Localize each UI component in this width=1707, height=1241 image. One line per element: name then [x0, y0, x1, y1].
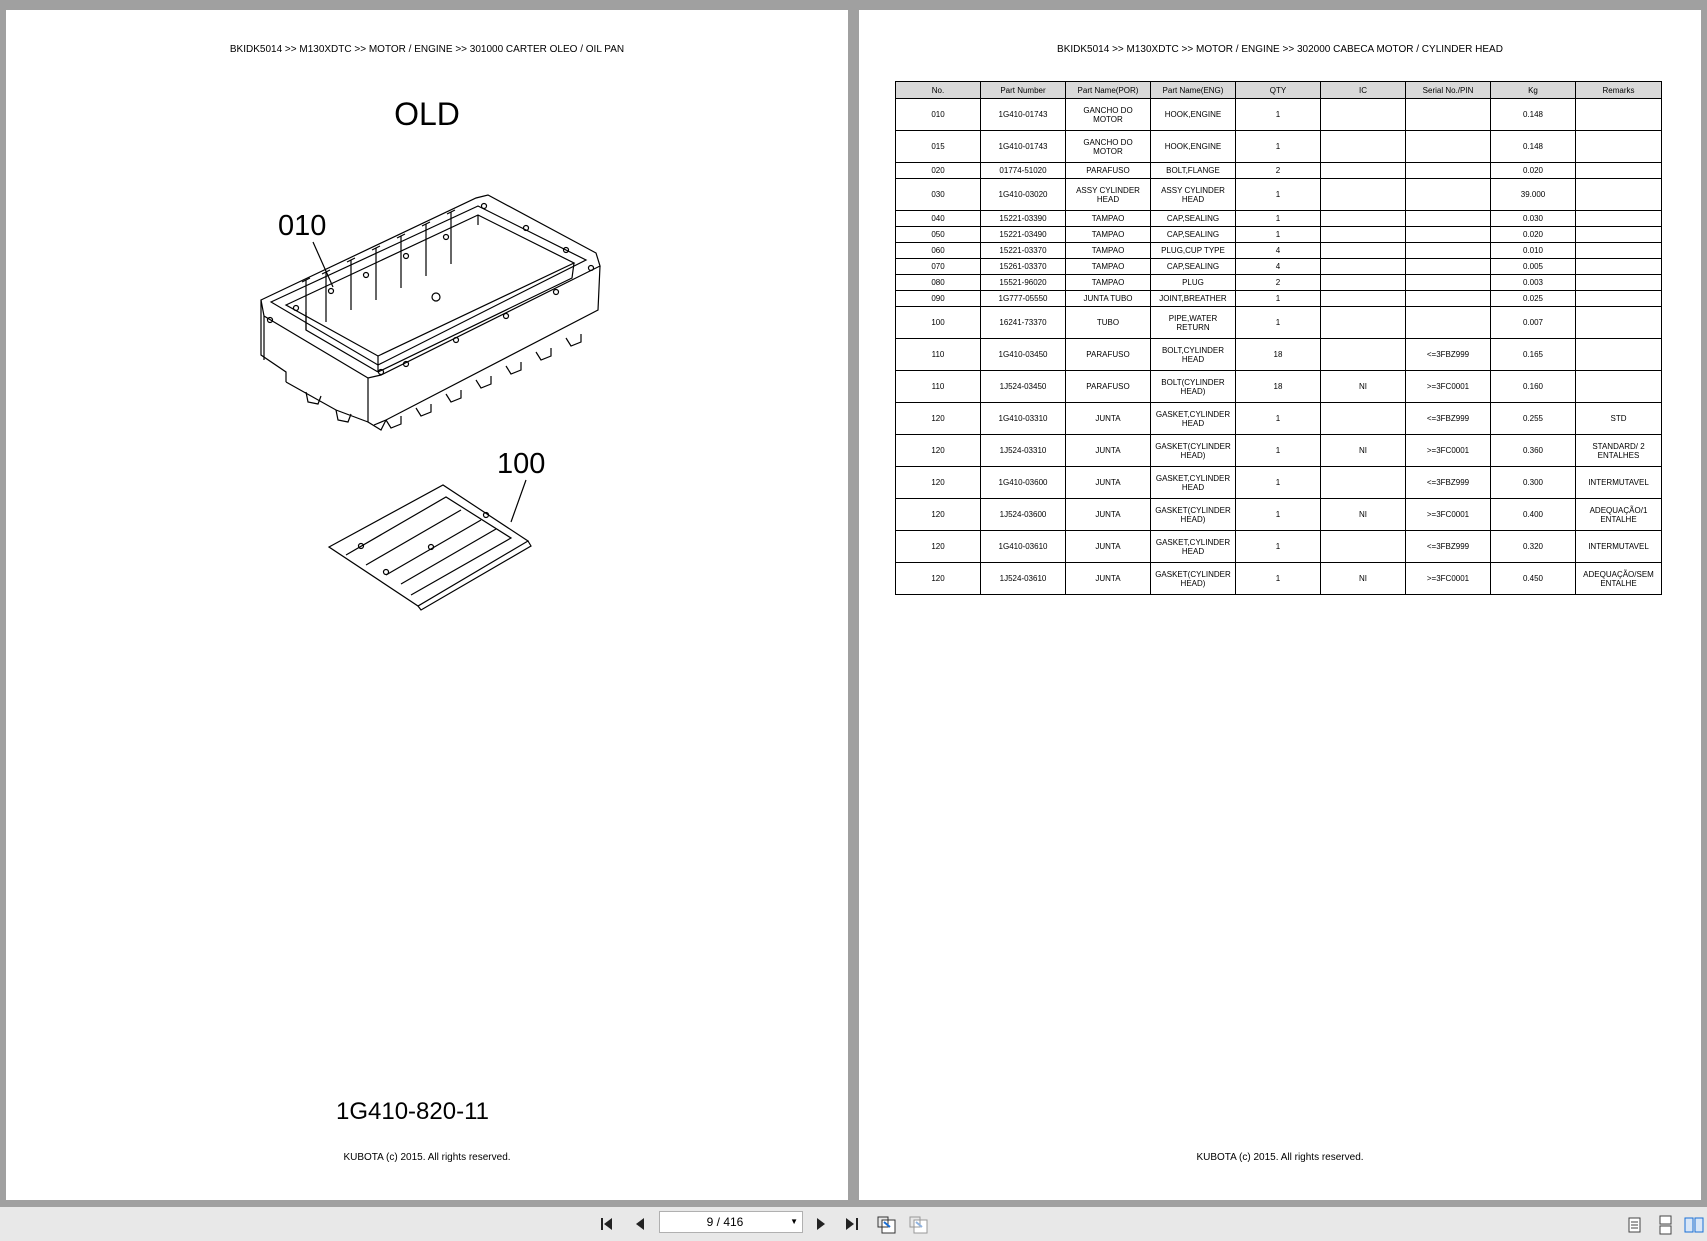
table-cell-no: 100 — [896, 307, 981, 339]
table-cell-part: 1G410-03600 — [981, 467, 1066, 499]
table-cell-part: 1J524-03610 — [981, 563, 1066, 595]
table-cell-part: 1J524-03450 — [981, 371, 1066, 403]
table-cell-kg: 0.005 — [1491, 259, 1576, 275]
table-row — [896, 259, 1662, 275]
chevron-down-icon[interactable]: ▼ — [790, 1217, 798, 1226]
right-document-page — [859, 10, 1701, 1200]
callout-100: 100 — [497, 448, 546, 480]
table-cell-qty: 1 — [1236, 435, 1321, 467]
table-cell-eng: GASKET(CYLINDER HEAD) — [1151, 435, 1236, 467]
table-cell-eng: HOOK,ENGINE — [1151, 131, 1236, 163]
table-cell-kg: 0.450 — [1491, 563, 1576, 595]
table-cell-qty: 2 — [1236, 163, 1321, 179]
table-cell-serial — [1406, 259, 1491, 275]
oil-pan-illustration — [261, 195, 600, 610]
table-cell-por: JUNTA — [1066, 531, 1151, 563]
table-cell-kg: 0.148 — [1491, 99, 1576, 131]
last-page-icon — [843, 1215, 863, 1233]
callout-010: 010 — [278, 210, 327, 242]
table-cell-ic — [1321, 243, 1406, 259]
table-cell-qty: 18 — [1236, 339, 1321, 371]
table-cell-part: 15221-03390 — [981, 211, 1066, 227]
continuous-view-button[interactable] — [1656, 1215, 1676, 1233]
table-cell-remarks: INTERMUTAVEL — [1576, 467, 1662, 499]
table-cell-por: JUNTA TUBO — [1066, 291, 1151, 307]
rotate-back-button[interactable] — [908, 1215, 928, 1233]
table-cell-por: JUNTA — [1066, 499, 1151, 531]
table-cell-qty: 1 — [1236, 211, 1321, 227]
table-cell-qty: 4 — [1236, 259, 1321, 275]
table-cell-eng: GASKET,CYLINDER HEAD — [1151, 467, 1236, 499]
table-cell-no: 120 — [896, 403, 981, 435]
table-cell-no: 020 — [896, 163, 981, 179]
table-cell-part: 15261-03370 — [981, 259, 1066, 275]
table-cell-part: 01774-51020 — [981, 163, 1066, 179]
table-cell-ic — [1321, 131, 1406, 163]
table-cell-eng: GASKET,CYLINDER HEAD — [1151, 531, 1236, 563]
table-cell-kg: 0.010 — [1491, 243, 1576, 259]
table-cell-part: 1J524-03600 — [981, 499, 1066, 531]
table-cell-eng: GASKET(CYLINDER HEAD) — [1151, 563, 1236, 595]
table-cell-remarks — [1576, 211, 1662, 227]
table-row — [896, 307, 1662, 339]
table-cell-kg: 0.020 — [1491, 163, 1576, 179]
table-cell-kg: 0.300 — [1491, 467, 1576, 499]
table-cell-por: JUNTA — [1066, 435, 1151, 467]
old-label: OLD — [394, 96, 460, 132]
table-cell-qty: 1 — [1236, 467, 1321, 499]
table-cell-por: TUBO — [1066, 307, 1151, 339]
table-cell-serial — [1406, 227, 1491, 243]
table-cell-ic — [1321, 403, 1406, 435]
table-row — [896, 499, 1662, 531]
table-cell-remarks: STD — [1576, 403, 1662, 435]
table-cell-part: 15221-03490 — [981, 227, 1066, 243]
page-breadcrumb: BKIDK5014 >> M130XDTC >> MOTOR / ENGINE >> 301000 CARTER OLEO / OIL PAN — [229, 44, 625, 55]
table-cell-por: TAMPAO — [1066, 211, 1151, 227]
table-cell-remarks: INTERMUTAVEL — [1576, 531, 1662, 563]
table-cell-ic — [1321, 339, 1406, 371]
table-cell-no: 110 — [896, 371, 981, 403]
table-cell-eng: PIPE,WATER RETURN — [1151, 307, 1236, 339]
table-cell-ic — [1321, 307, 1406, 339]
table-cell-qty: 1 — [1236, 563, 1321, 595]
table-cell-remarks — [1576, 307, 1662, 339]
table-cell-remarks: ADEQUAÇÃO/1 ENTALHE — [1576, 499, 1662, 531]
next-page-button[interactable] — [812, 1215, 832, 1233]
table-cell-ic — [1321, 163, 1406, 179]
table-cell-no: 120 — [896, 531, 981, 563]
table-cell-eng: JOINT,BREATHER — [1151, 291, 1236, 307]
table-row — [896, 275, 1662, 291]
table-cell-qty: 1 — [1236, 99, 1321, 131]
column-header: Serial No./PIN — [1406, 82, 1491, 99]
two-page-view-button[interactable] — [1684, 1215, 1704, 1233]
table-cell-remarks: STANDARD/ 2 ENTALHES — [1576, 435, 1662, 467]
table-cell-no: 120 — [896, 499, 981, 531]
column-header: No. — [896, 82, 981, 99]
table-cell-kg: 0.255 — [1491, 403, 1576, 435]
table-cell-kg: 0.160 — [1491, 371, 1576, 403]
table-cell-por: JUNTA — [1066, 403, 1151, 435]
table-cell-serial — [1406, 179, 1491, 211]
table-cell-part: 1G410-01743 — [981, 131, 1066, 163]
table-row — [896, 131, 1662, 163]
table-cell-qty: 2 — [1236, 275, 1321, 291]
prev-page-icon — [631, 1215, 651, 1233]
table-row — [896, 531, 1662, 563]
table-cell-kg: 0.020 — [1491, 227, 1576, 243]
table-cell-serial — [1406, 291, 1491, 307]
left-document-page — [6, 10, 848, 1200]
table-row — [896, 291, 1662, 307]
rotate-back-icon — [908, 1215, 930, 1235]
column-header: Kg — [1491, 82, 1576, 99]
table-cell-remarks — [1576, 339, 1662, 371]
table-row — [896, 99, 1662, 131]
table-cell-por: PARAFUSO — [1066, 163, 1151, 179]
table-cell-remarks: ADEQUAÇÃO/SEM ENTALHE — [1576, 563, 1662, 595]
table-cell-kg: 0.360 — [1491, 435, 1576, 467]
table-cell-ic — [1321, 467, 1406, 499]
table-cell-serial: >=3FC0001 — [1406, 371, 1491, 403]
table-cell-no: 010 — [896, 99, 981, 131]
table-cell-serial: >=3FC0001 — [1406, 499, 1491, 531]
table-cell-part: 16241-73370 — [981, 307, 1066, 339]
page-footer: KUBOTA (c) 2015. All rights reserved. — [343, 1152, 511, 1163]
table-row — [896, 563, 1662, 595]
drawing-code: 1G410-820-11 — [336, 1098, 489, 1125]
table-cell-eng: BOLT,CYLINDER HEAD — [1151, 339, 1236, 371]
table-cell-no: 090 — [896, 291, 981, 307]
table-cell-no: 050 — [896, 227, 981, 243]
table-cell-eng: CAP,SEALING — [1151, 259, 1236, 275]
table-cell-remarks — [1576, 163, 1662, 179]
table-cell-eng: BOLT(CYLINDER HEAD) — [1151, 371, 1236, 403]
table-cell-ic — [1321, 259, 1406, 275]
single-page-icon — [1625, 1215, 1645, 1235]
continuous-icon — [1656, 1215, 1676, 1235]
table-cell-qty: 1 — [1236, 499, 1321, 531]
table-row — [896, 163, 1662, 179]
table-cell-serial — [1406, 211, 1491, 227]
table-row — [896, 227, 1662, 243]
table-cell-kg: 0.320 — [1491, 531, 1576, 563]
table-cell-qty: 4 — [1236, 243, 1321, 259]
table-cell-ic: NI — [1321, 435, 1406, 467]
table-cell-no: 120 — [896, 435, 981, 467]
table-cell-por: TAMPAO — [1066, 275, 1151, 291]
table-cell-eng: GASKET,CYLINDER HEAD — [1151, 403, 1236, 435]
first-page-icon — [599, 1215, 619, 1233]
table-cell-remarks — [1576, 227, 1662, 243]
table-cell-serial — [1406, 243, 1491, 259]
table-cell-ic — [1321, 291, 1406, 307]
table-cell-eng: BOLT,FLANGE — [1151, 163, 1236, 179]
table-cell-por: GANCHO DO MOTOR — [1066, 131, 1151, 163]
table-cell-qty: 1 — [1236, 307, 1321, 339]
column-header: Part Name(ENG) — [1151, 82, 1236, 99]
table-cell-por: GANCHO DO MOTOR — [1066, 99, 1151, 131]
table-cell-serial: <=3FBZ999 — [1406, 467, 1491, 499]
table-cell-part: 1G410-03610 — [981, 531, 1066, 563]
table-cell-ic: NI — [1321, 499, 1406, 531]
table-cell-por: JUNTA — [1066, 563, 1151, 595]
prev-page-button[interactable] — [631, 1215, 651, 1233]
table-cell-remarks — [1576, 291, 1662, 307]
table-cell-serial: >=3FC0001 — [1406, 563, 1491, 595]
table-cell-part: 15221-03370 — [981, 243, 1066, 259]
table-cell-por: TAMPAO — [1066, 227, 1151, 243]
table-cell-serial — [1406, 307, 1491, 339]
table-cell-eng: HOOK,ENGINE — [1151, 99, 1236, 131]
table-cell-qty: 18 — [1236, 371, 1321, 403]
table-cell-kg: 0.400 — [1491, 499, 1576, 531]
table-cell-remarks — [1576, 243, 1662, 259]
table-cell-kg: 0.003 — [1491, 275, 1576, 291]
table-header-row — [896, 82, 1662, 99]
table-cell-kg: 0.030 — [1491, 211, 1576, 227]
table-cell-eng: GASKET(CYLINDER HEAD) — [1151, 499, 1236, 531]
table-cell-ic — [1321, 211, 1406, 227]
table-cell-kg: 39.000 — [1491, 179, 1576, 211]
column-header: Part Name(POR) — [1066, 82, 1151, 99]
table-row — [896, 179, 1662, 211]
table-cell-eng: CAP,SEALING — [1151, 227, 1236, 243]
page-indicator: 9 / 416 — [706, 1215, 744, 1229]
table-cell-remarks — [1576, 131, 1662, 163]
table-cell-no: 015 — [896, 131, 981, 163]
table-cell-por: PARAFUSO — [1066, 371, 1151, 403]
table-cell-part: 15521-96020 — [981, 275, 1066, 291]
table-cell-remarks — [1576, 259, 1662, 275]
table-cell-ic — [1321, 99, 1406, 131]
parts-table — [895, 81, 1662, 595]
first-page-button[interactable] — [599, 1215, 619, 1233]
table-row — [896, 435, 1662, 467]
table-cell-kg: 0.165 — [1491, 339, 1576, 371]
table-cell-remarks — [1576, 275, 1662, 291]
table-cell-qty: 1 — [1236, 179, 1321, 211]
table-cell-no: 080 — [896, 275, 981, 291]
table-cell-ic — [1321, 275, 1406, 291]
table-cell-remarks — [1576, 179, 1662, 211]
table-cell-no: 120 — [896, 467, 981, 499]
table-cell-kg: 0.007 — [1491, 307, 1576, 339]
table-cell-kg: 0.148 — [1491, 131, 1576, 163]
two-page-icon — [1684, 1215, 1704, 1235]
table-cell-por: PARAFUSO — [1066, 339, 1151, 371]
table-cell-eng: CAP,SEALING — [1151, 211, 1236, 227]
last-page-button[interactable] — [843, 1215, 863, 1233]
table-cell-qty: 1 — [1236, 291, 1321, 307]
table-cell-part: 1G777-05550 — [981, 291, 1066, 307]
table-row — [896, 211, 1662, 227]
column-header: Part Number — [981, 82, 1066, 99]
table-cell-serial — [1406, 131, 1491, 163]
viewer-toolbar — [0, 1207, 1707, 1241]
table-cell-qty: 1 — [1236, 227, 1321, 243]
table-cell-serial: >=3FC0001 — [1406, 435, 1491, 467]
table-cell-no: 110 — [896, 339, 981, 371]
table-row — [896, 403, 1662, 435]
table-cell-part: 1G410-03450 — [981, 339, 1066, 371]
page-footer: KUBOTA (c) 2015. All rights reserved. — [1196, 1152, 1364, 1163]
table-cell-kg: 0.025 — [1491, 291, 1576, 307]
table-cell-ic: NI — [1321, 563, 1406, 595]
table-cell-ic: NI — [1321, 371, 1406, 403]
column-header: IC — [1321, 82, 1406, 99]
next-page-icon — [812, 1215, 832, 1233]
table-row — [896, 467, 1662, 499]
table-cell-part: 1G410-03020 — [981, 179, 1066, 211]
table-cell-serial: <=3FBZ999 — [1406, 339, 1491, 371]
table-cell-part: 1G410-03310 — [981, 403, 1066, 435]
table-cell-ic — [1321, 531, 1406, 563]
table-cell-remarks — [1576, 371, 1662, 403]
table-row — [896, 339, 1662, 371]
page-breadcrumb: BKIDK5014 >> M130XDTC >> MOTOR / ENGINE >> 302000 CABECA MOTOR / CYLINDER HEAD — [1057, 44, 1503, 55]
oil-pan-drawing — [6, 10, 848, 1200]
table-cell-qty: 1 — [1236, 131, 1321, 163]
table-cell-no: 060 — [896, 243, 981, 259]
table-cell-por: TAMPAO — [1066, 259, 1151, 275]
page-number-field[interactable] — [659, 1211, 803, 1233]
table-cell-part: 1G410-01743 — [981, 99, 1066, 131]
column-header: QTY — [1236, 82, 1321, 99]
single-page-view-button[interactable] — [1625, 1215, 1645, 1233]
table-cell-serial — [1406, 275, 1491, 291]
table-cell-no: 030 — [896, 179, 981, 211]
table-cell-ic — [1321, 227, 1406, 243]
table-cell-remarks — [1576, 99, 1662, 131]
table-row — [896, 371, 1662, 403]
table-cell-serial: <=3FBZ999 — [1406, 403, 1491, 435]
table-cell-no: 070 — [896, 259, 981, 275]
rotate-icon — [876, 1215, 898, 1235]
table-cell-eng: PLUG,CUP TYPE — [1151, 243, 1236, 259]
table-cell-qty: 1 — [1236, 531, 1321, 563]
table-row — [896, 243, 1662, 259]
table-cell-qty: 1 — [1236, 403, 1321, 435]
table-cell-part: 1J524-03310 — [981, 435, 1066, 467]
table-cell-por: JUNTA — [1066, 467, 1151, 499]
table-cell-no: 120 — [896, 563, 981, 595]
column-header: Remarks — [1576, 82, 1662, 99]
table-cell-serial — [1406, 163, 1491, 179]
table-cell-por: ASSY CYLINDER HEAD — [1066, 179, 1151, 211]
table-cell-serial: <=3FBZ999 — [1406, 531, 1491, 563]
rotate-button[interactable] — [876, 1215, 896, 1233]
table-cell-no: 040 — [896, 211, 981, 227]
table-cell-eng: ASSY CYLINDER HEAD — [1151, 179, 1236, 211]
table-cell-por: TAMPAO — [1066, 243, 1151, 259]
table-cell-eng: PLUG — [1151, 275, 1236, 291]
table-cell-serial — [1406, 99, 1491, 131]
table-cell-ic — [1321, 179, 1406, 211]
